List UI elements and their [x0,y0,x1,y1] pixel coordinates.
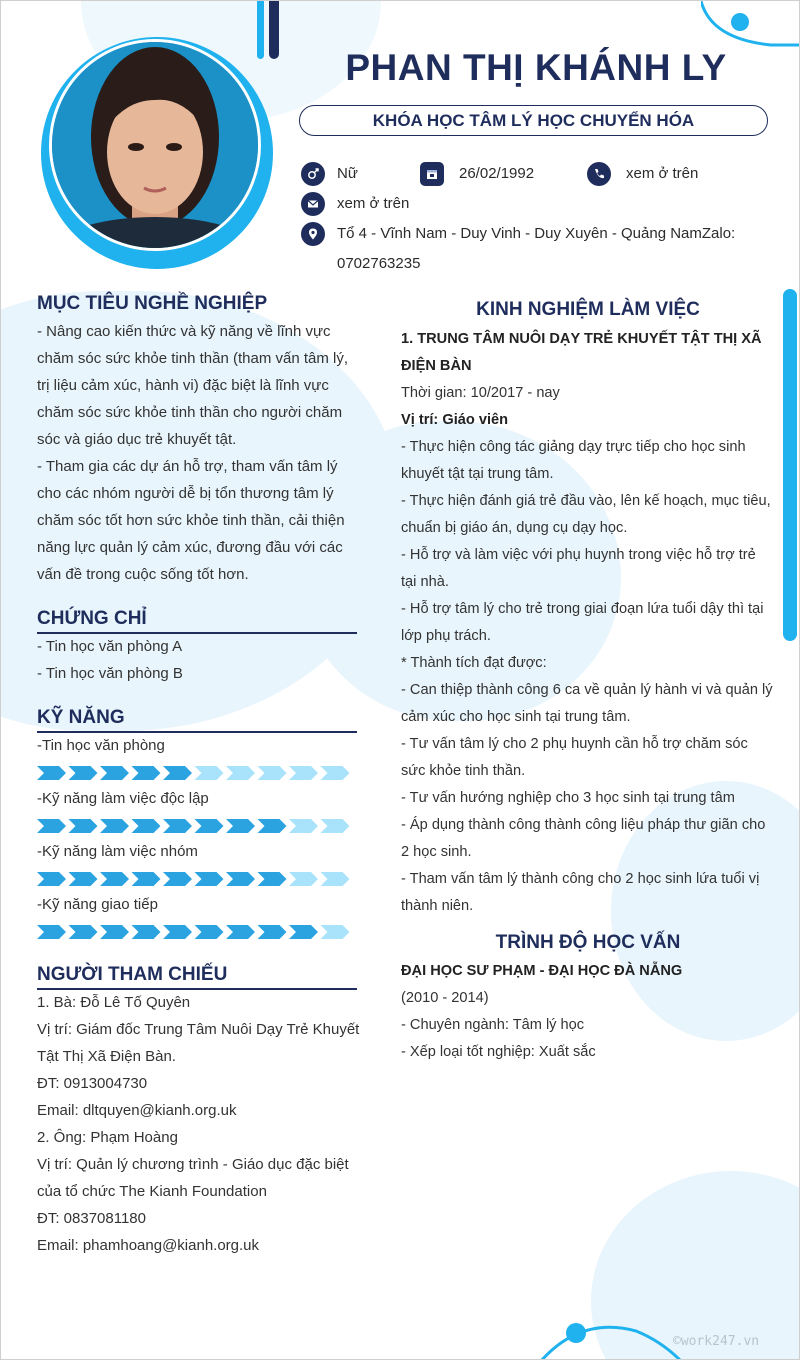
experience-line: khuyết tật tại trung tâm. [401,466,554,482]
references-text [37,989,362,1259]
skill-chevron-filled [69,766,98,780]
phone-icon [587,162,611,186]
education-major: - Chuyên ngành: Tâm lý học [401,1017,585,1033]
experience-org-line: 1. TRUNG TÂM NUÔI DẠY TRẺ KHUYẾT TẬT THỊ XÃ [401,331,762,347]
skill-chevron-filled [258,819,287,833]
skill-chevron-filled [100,819,129,833]
calendar-icon [420,162,444,186]
reference-line: 2. Ông: Phạm Hoàng [37,1129,178,1146]
education-heading: TRÌNH ĐỘ HỌC VẤN [495,932,681,953]
experience-position: Vị trí: Giáo viên [401,412,509,428]
skill-chevron-filled [100,766,129,780]
skill-chevron-filled [100,872,129,886]
side-accent-bar [783,289,797,641]
skill-chevron-filled [226,925,255,939]
top-accent-bar-2 [269,1,279,59]
experience-line: chuẩn bị giáo án, dụng cụ dạy học. [401,520,628,536]
skill-label: -Kỹ năng làm việc độc lập [37,790,209,807]
skill-chevron-filled [132,925,161,939]
objective-text [37,318,357,588]
skill-rating-0 [37,765,357,781]
reference-line: Email: dltquyen@kianh.org.uk [37,1102,237,1119]
reference-line: 1. Bà: Đỗ Lê Tố Quyên [37,994,191,1011]
skill-chevron-empty [289,819,318,833]
certificates-list [37,633,357,687]
experience-line: - Tư vấn tâm lý cho 2 phụ huynh cần hỗ trợ chăm sóc [401,736,748,752]
skill-chevron-filled [163,819,192,833]
objective-line: - Nâng cao kiến thức và kỹ năng về lĩnh vực [37,323,331,340]
address-line-1: Tổ 4 - Vĩnh Nam - Duy Vinh - Duy Xuyên - Quảng NamZalo: [337,225,736,242]
skill-chevron-filled [195,925,224,939]
skill-chevron-filled [132,872,161,886]
email-icon [301,192,325,216]
skill-label: -Kỹ năng giao tiếp [37,896,158,913]
skill-chevron-filled [69,819,98,833]
reference-line: ĐT: 0913004730 [37,1075,148,1092]
objective-line: trị liệu cảm xúc, hành vi) đặc biệt là lĩnh vực [37,377,329,394]
objective-line: năng lực quản lý cảm xúc, đương đầu với các [37,539,343,556]
experience-line: tại nhà. [401,574,449,590]
skill-chevron-empty [289,872,318,886]
portrait-illustration [52,42,258,248]
experience-line: thành niên. [401,898,474,914]
skill-chevron-filled [258,872,287,886]
skill-chevron-empty [321,925,350,939]
skill-chevron-filled [37,819,66,833]
experience-line: * Thành tích đạt được: [401,655,547,671]
skill-chevron-filled [69,925,98,939]
experience-org-line: ĐIỆN BÀN [401,358,472,374]
person-name: PHAN THỊ KHÁNH LY [345,47,727,88]
skill-label: -Tin học văn phòng [37,737,165,754]
address-line-2: 0702763235 [337,255,421,272]
experience-line: - Can thiệp thành công 6 ca về quản lý hành vi và quản lý [401,682,773,698]
phone-value: xem ở trên [626,165,699,182]
skill-chevron-filled [37,766,66,780]
objective-line: vấn đề trong cuộc sống tốt hơn. [37,566,249,583]
skill-chevron-empty [226,766,255,780]
experience-line: - Tham vấn tâm lý thành công cho 2 học sinh lứa tuổi vị [401,871,760,887]
objective-line: chăm sóc tốt hơn sức khỏe tinh thần, cải thiện [37,512,345,529]
experience-line: - Tư vấn hướng nghiệp cho 3 học sinh tại trung tâm [401,790,735,806]
education-school: ĐẠI HỌC SƯ PHẠM - ĐẠI HỌC ĐÀ NẴNG [401,963,683,979]
reference-line: Vị trí: Giám đốc Trung Tâm Nuôi Dạy Trẻ Khuyết [37,1021,360,1038]
course-title: KHÓA HỌC TÂM LÝ HỌC CHUYỂN HÓA [299,105,768,136]
gender-icon [301,162,325,186]
objective-line: chăm sóc sức khỏe tinh thần (tham vấn tâm lý, [37,350,349,367]
objective-heading: MỤC TIÊU NGHỀ NGHIỆP [37,293,268,314]
skill-chevron-filled [132,766,161,780]
objective-line: - Tham gia các dự án hỗ trợ, tham vấn tâm lý [37,458,338,475]
email-value: xem ở trên [337,195,410,212]
reference-line: Email: phamhoang@kianh.org.uk [37,1237,260,1254]
skill-chevron-filled [289,925,318,939]
reference-line: ĐT: 0837081180 [37,1210,146,1227]
skill-chevron-filled [195,819,224,833]
skill-chevron-filled [163,766,192,780]
skill-chevron-empty [289,766,318,780]
experience-line: - Thực hiện đánh giá trẻ đầu vào, lên kế hoạch, mục tiêu, [401,493,771,509]
skill-chevron-empty [321,819,350,833]
skill-rating-3 [37,924,357,940]
objective-line: sóc và giáo dục trẻ khuyết tật. [37,431,237,448]
location-icon [301,222,325,246]
reference-line: của tổ chức The Kianh Foundation [37,1183,267,1200]
experience-text [401,326,781,920]
dob-value: 26/02/1992 [459,165,535,182]
skill-chevron-filled [37,925,66,939]
reference-line: Tật Thị Xã Điện Bàn. [37,1048,176,1065]
skill-chevron-empty [258,766,287,780]
skill-rating-1 [37,818,357,834]
skill-chevron-filled [100,925,129,939]
skill-chevron-empty [321,872,350,886]
objective-line: cho các nhóm người dễ bị tổn thương tâm lý [37,485,334,502]
certificate-item: - Tin học văn phòng B [37,665,183,682]
experience-line: - Hỗ trợ và làm việc với phụ huynh trong việc hỗ trợ trẻ [401,547,756,563]
skill-chevron-filled [258,925,287,939]
profile-photo [49,39,261,251]
skills-heading: KỸ NĂNG [37,707,125,728]
experience-line: - Hỗ trợ tâm lý cho trẻ trong giai đoạn lứa tuổi dậy thì tại [401,601,764,617]
top-accent-bar-1 [257,1,264,59]
skill-chevron-filled [37,872,66,886]
experience-line: sức khỏe tinh thần. [401,763,526,779]
skill-chevron-filled [226,872,255,886]
experience-time: Thời gian: 10/2017 - nay [401,385,560,401]
reference-line: Vị trí: Quản lý chương trình - Giáo dục đặc biệt [37,1156,349,1173]
skill-label: -Kỹ năng làm việc nhóm [37,843,198,860]
experience-line: - Áp dụng thành công thành công liệu pháp thư giãn cho [401,817,766,833]
skill-chevron-empty [195,766,224,780]
gender-value: Nữ [337,165,358,182]
education-text [401,958,781,1066]
certificate-item: - Tin học văn phòng A [37,638,183,655]
skill-chevron-filled [132,819,161,833]
experience-line: cảm xúc cho học sinh tại trung tâm. [401,709,631,725]
experience-line: - Thực hiện công tác giảng dạy trực tiếp cho học sinh [401,439,746,455]
skill-chevron-filled [69,872,98,886]
skill-chevron-filled [163,925,192,939]
experience-line: lớp phụ trách. [401,628,491,644]
skill-chevron-filled [226,819,255,833]
skill-chevron-filled [163,872,192,886]
experience-line: 2 học sinh. [401,844,472,860]
skill-chevron-filled [195,872,224,886]
education-years: (2010 - 2014) [401,990,489,1006]
watermark: ©work247.vn [673,1334,760,1349]
skill-rating-2 [37,871,357,887]
skill-chevron-empty [321,766,350,780]
objective-line: chăm sóc sức khỏe tinh thần cho người chăm [37,404,343,421]
education-grade: - Xếp loại tốt nghiệp: Xuất sắc [401,1044,596,1060]
experience-heading: KINH NGHIỆM LÀM VIỆC [476,299,700,320]
certificates-heading: CHỨNG CHỈ [37,608,147,629]
references-heading: NGƯỜI THAM CHIẾU [37,964,228,985]
